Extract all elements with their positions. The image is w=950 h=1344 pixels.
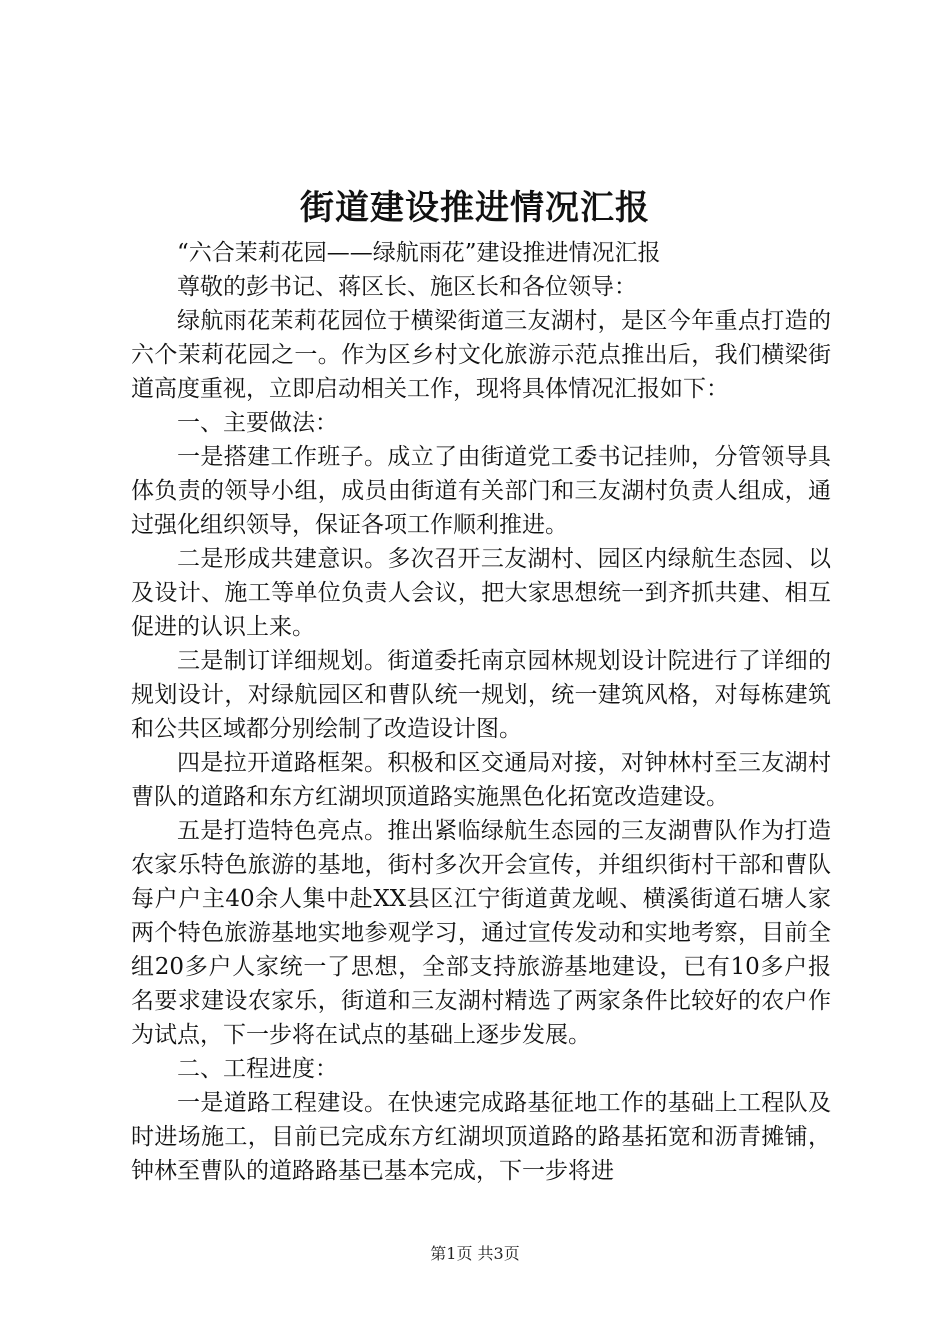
intro-paragraph: 绿航雨花茉莉花园位于横梁街道三友湖村，是区今年重点打造的六个茉莉花园之一。作为区乡村文化旅游示范点推出后，我们横梁街道高度重视，立即启动相关工作，现将具体情况汇报如下： xyxy=(131,308,831,402)
page-footer: 第1页 共3页 xyxy=(430,1244,520,1263)
section-heading-main-methods: 一、主要做法： xyxy=(177,410,338,436)
section-heading-progress: 二、工程进度： xyxy=(177,1056,338,1082)
method-paragraph-1: 一是搭建工作班子。成立了由街道党工委书记挂帅，分管领导具体负责的领导小组，成员由街道有关部门和三友湖村负责人组成，通过强化组织领导，保证各项工作顺利推进。 xyxy=(131,444,831,538)
progress-paragraph-1: 一是道路工程建设。在快速完成路基征地工作的基础上工程队及时进场施工，目前已完成东方红湖坝顶道路的路基拓宽和沥青摊铺，钟林至曹队的道路路基已基本完成，下一步将进 xyxy=(131,1090,831,1184)
method-paragraph-5: 五是打造特色亮点。推出紧临绿航生态园的三友湖曹队作为打造农家乐特色旅游的基地，街村多次开会宣传，并组织街村干部和曹队每户户主40余人集中赴XX县区江宁街道黄龙岘、横溪街道石塘人家两个特色旅游基地实地参观学习，通过宣传发动和实地考察，目前全组20多户人家统一了思想，全部支持旅游基地建设，已有10多户报名要求建设农家乐，街道和三友湖村精选了两家条件比较好的农户作为试点，下一步将在试点的基础上逐步发展。 xyxy=(131,818,831,1048)
document-title: 街道建设推进情况汇报 xyxy=(300,188,650,228)
method-paragraph-2: 二是形成共建意识。多次召开三友湖村、园区内绿航生态园、以及设计、施工等单位负责人会议，把大家思想统一到齐抓共建、相互促进的认识上来。 xyxy=(131,546,831,640)
subtitle-paragraph: “六合茉莉花园——绿航雨花”建设推进情况汇报 xyxy=(177,240,661,266)
method-paragraph-3: 三是制订详细规划。街道委托南京园林规划设计院进行了详细的规划设计，对绿航园区和曹队统一规划，统一建筑风格，对每栋建筑和公共区域都分别绘制了改造设计图。 xyxy=(131,648,831,742)
salutation-paragraph: 尊敬的彭书记、蒋区长、施区长和各位领导： xyxy=(177,274,637,300)
document-body xyxy=(131,236,831,1188)
method-paragraph-4: 四是拉开道路框架。积极和区交通局对接，对钟林村至三友湖村曹队的道路和东方红湖坝顶道路实施黑色化拓宽改造建设。 xyxy=(131,750,831,810)
